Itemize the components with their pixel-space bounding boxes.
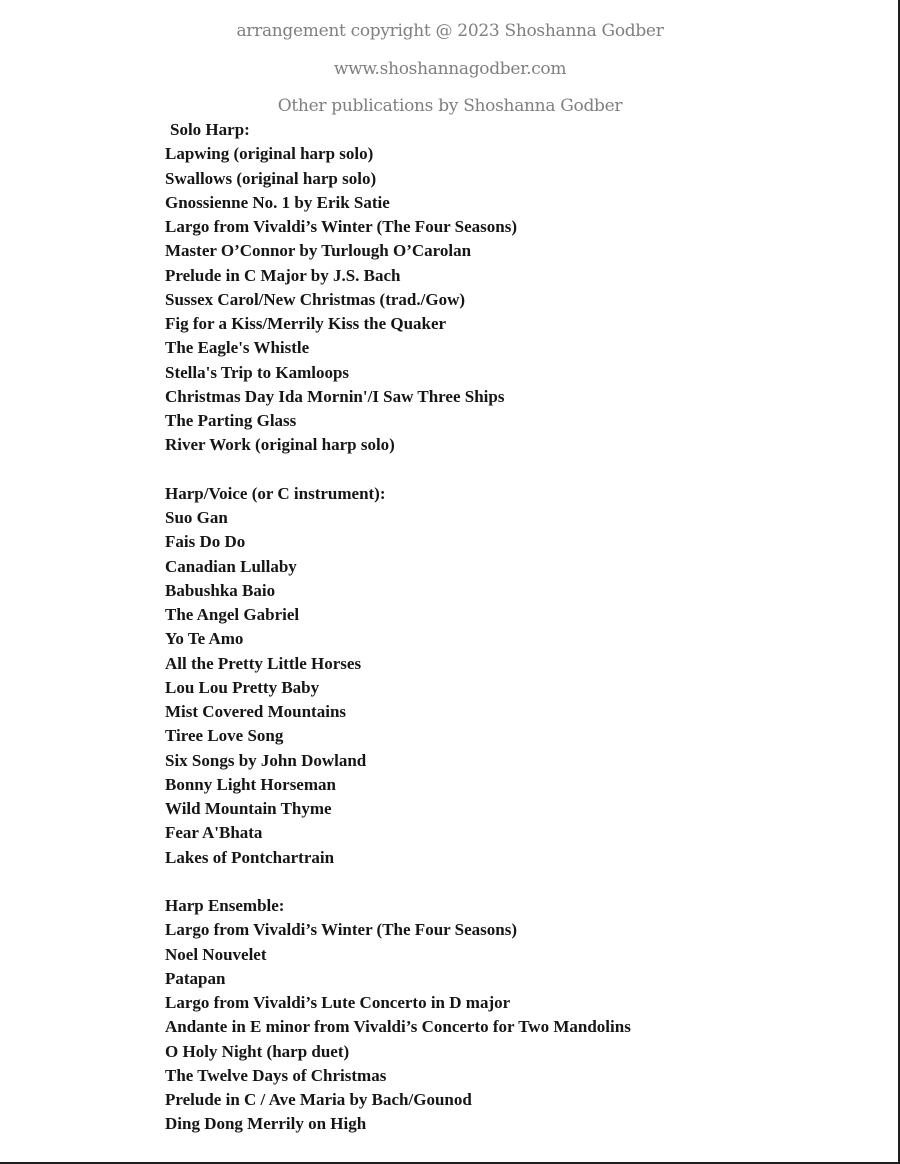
section-heading: Harp Ensemble: bbox=[165, 896, 285, 916]
list-item: Canadian Lullaby bbox=[165, 556, 297, 576]
list-item: Prelude in C Major by J.S. Bach bbox=[165, 265, 401, 285]
list-item: Fear A'Bhata bbox=[165, 823, 263, 843]
list-item: Prelude in C / Ave Maria by Bach/Gounod bbox=[165, 1090, 472, 1110]
list-item: Lou Lou Pretty Baby bbox=[165, 677, 320, 697]
list-item: Gnossienne No. 1 by Erik Satie bbox=[165, 192, 390, 212]
publications-list bbox=[165, 118, 805, 1137]
list-item: The Parting Glass bbox=[165, 411, 297, 430]
list-item: Mist Covered Mountains bbox=[165, 702, 347, 722]
list-item: Babushka Baio bbox=[165, 580, 276, 600]
list-item: Master O’Connor by Turlough O’Carolan bbox=[165, 241, 472, 261]
list-item: Lapwing (original harp solo) bbox=[165, 144, 374, 164]
list-item: The Eagle's Whistle bbox=[165, 338, 310, 358]
list-item: Sussex Carol/New Christmas (trad./Gow) bbox=[165, 289, 466, 309]
list-item: Suo Gan bbox=[165, 508, 228, 528]
list-item: Fig for a Kiss/Merrily Kiss the Quaker bbox=[165, 314, 447, 333]
list-item: Bonny Light Horseman bbox=[165, 774, 336, 794]
list-item: Largo from Vivaldi’s Winter (The Four Seasons) bbox=[165, 217, 517, 236]
list-item: Yo Te Amo bbox=[165, 629, 244, 649]
list-item: Wild Mountain Thyme bbox=[165, 799, 332, 819]
list-item: The Angel Gabriel bbox=[165, 605, 300, 625]
list-item: Largo from Vivaldi’s Lute Concerto in D major bbox=[165, 993, 511, 1013]
list-item: Fais Do Do bbox=[165, 532, 246, 552]
list-item: Patapan bbox=[165, 968, 226, 988]
section-harp-voice bbox=[165, 482, 805, 870]
list-item: Christmas Day Ida Mornin'/I Saw Three Ships bbox=[165, 386, 505, 406]
website-url: www.shoshannagodber.com bbox=[333, 59, 567, 79]
list-item: River Work (original harp solo) bbox=[165, 435, 395, 455]
list-item: Tiree Love Song bbox=[165, 726, 284, 746]
list-item: O Holy Night (harp duet) bbox=[165, 1041, 350, 1061]
section-harp-ensemble bbox=[165, 894, 805, 1137]
section-heading: Solo Harp: bbox=[170, 120, 250, 139]
list-item: Swallows (original harp solo) bbox=[165, 168, 377, 188]
list-item: Andante in E minor from Vivaldi’s Concerto for Two Mandolins bbox=[165, 1017, 631, 1037]
other-publications-title: Other publications by Shoshanna Godber bbox=[277, 96, 623, 116]
copyright-notice: arrangement copyright @ 2023 Shoshanna Godber bbox=[236, 21, 664, 41]
list-item: Stella's Trip to Kamloops bbox=[165, 362, 350, 382]
list-item: All the Pretty Little Horses bbox=[165, 653, 362, 673]
list-item: Noel Nouvelet bbox=[165, 944, 267, 964]
list-item: Largo from Vivaldi’s Winter (The Four Seasons) bbox=[165, 920, 517, 940]
list-item: Six Songs by John Dowland bbox=[165, 750, 367, 770]
list-item: Lakes of Pontchartrain bbox=[165, 847, 335, 867]
list-item: The Twelve Days of Christmas bbox=[165, 1065, 387, 1085]
list-item: Ding Dong Merrily on High bbox=[165, 1114, 367, 1134]
section-solo-harp bbox=[165, 118, 805, 458]
section-heading: Harp/Voice (or C instrument): bbox=[165, 483, 386, 503]
